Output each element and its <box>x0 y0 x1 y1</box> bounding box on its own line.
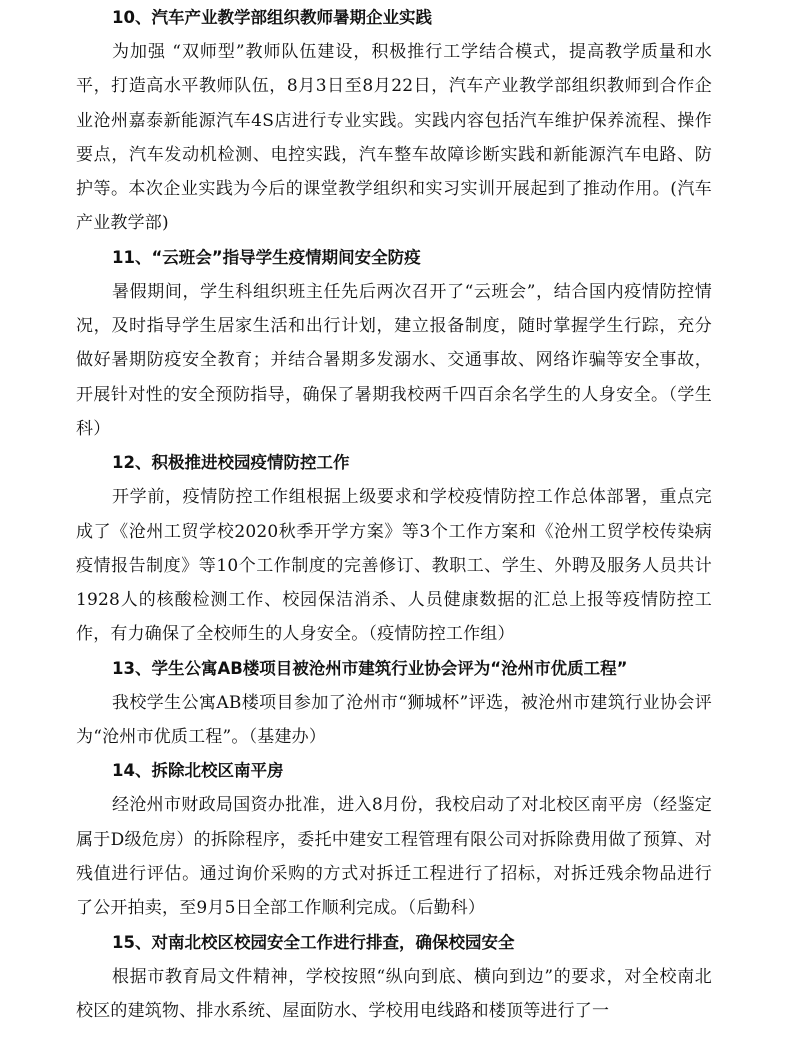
section-12 <box>76 446 712 651</box>
section-body: 暑假期间，学生科组织班主任先后两次召开了“云班会”，结合国内疫情防控情况，及时指导学生居家生活和出行计划，建立报备制度，随时掌握学生行踪，充分做好暑期防疫安全教育；并结合暑期多发溺水、交通事故、网络诈骗等安全事故，开展针对性的安全预防指导，确保了暑期我校两千四百余名学生的人身安全。（学生科） <box>76 281 712 439</box>
section-11 <box>76 241 712 446</box>
section-heading: 15、对南北校区校园安全工作进行排查，确保校园安全 <box>112 932 515 952</box>
section-15 <box>76 926 712 1029</box>
section-body: 经沧州市财政局国资办批准，进入8月份，我校启动了对北校区南平房（经鉴定属于D级危房）的拆除程序，委托中建安工程管理有限公司对拆除费用做了预算、对残值进行评估。通过询价采购的方式对拆迁工程进行了招标，对拆迁残余物品进行了公开拍卖，至9月5日全部工作顺利完成。（后勤科） <box>76 795 712 919</box>
section-body: 我校学生公寓AB楼项目参加了沧州市“狮城杯”评选，被沧州市建筑行业协会评为“沧州市优质工程”。（基建办） <box>76 692 712 748</box>
section-body: 为加强 “双师型”教师队伍建设，积极推行工学结合模式，提高教学质量和水平，打造高水平教师队伍，8月3日至8月22日，汽车产业教学部组织教师到合作企业沧州嘉泰新能源汽车4S店进行专业实践。实践内容包括汽车维护保养流程、操作要点，汽车发动机检测、电控实践，汽车整车故障诊断实践和新能源汽车电路、防护等。本次企业实践为今后的课堂教学组织和实习实训开展起到了推动作用。(汽车产业教学部) <box>76 42 712 234</box>
section-heading: 12、积极推进校园疫情防控工作 <box>112 453 350 473</box>
section-10 <box>76 0 712 241</box>
section-heading: 13、学生公寓AB楼项目被沧州市建筑行业协会评为“沧州市优质工程” <box>112 658 628 678</box>
section-14 <box>76 754 712 925</box>
section-heading: 10、汽车产业教学部组织教师暑期企业实践 <box>112 8 432 27</box>
section-body: 根据市教育局文件精神，学校按照“纵向到底、横向到边”的要求，对全校南北校区的建筑物、排水系统、屋面防水、学校用电线路和楼顶等进行了一 <box>76 966 712 1021</box>
section-13 <box>76 652 712 755</box>
section-body: 开学前，疫情防控工作组根据上级要求和学校疫情防控工作总体部署，重点完成了《沧州工贸学校2020秋季开学方案》等3个工作方案和《沧州工贸学校传染病疫情报告制度》等10个工作制度的完善修订、教职工、学生、外聘及服务人员共计1928人的核酸检测工作、校园保洁消杀、人员健康数据的汇总上报等疫情防控工作，有力确保了全校师生的人身安全。（疫情防控工作组） <box>76 487 712 645</box>
section-heading: 11、“云班会”指导学生疫情期间安全防疫 <box>112 247 421 267</box>
section-heading: 14、拆除北校区南平房 <box>112 761 284 781</box>
